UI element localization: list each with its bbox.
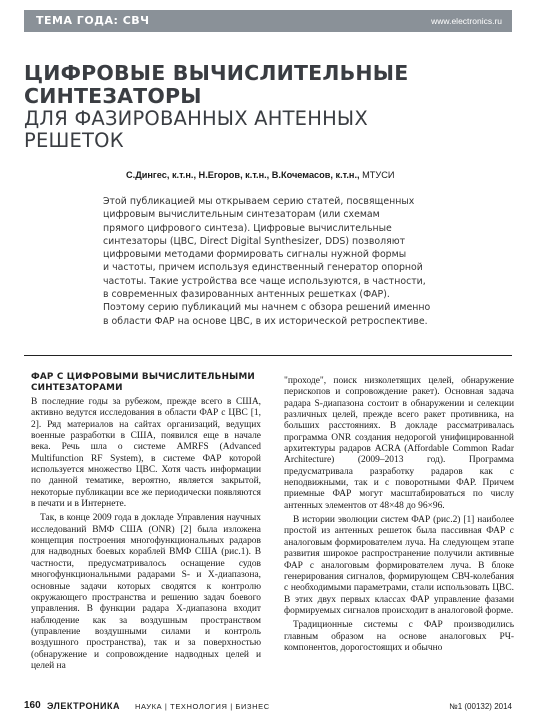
lead-line: прямого цифрового синтеза). Цифровые вычислительные bbox=[103, 222, 392, 234]
body-paragraph: Традиционные системы с ФАР производились главным образом на основе аналоговых РЧ-компонентов, дорогостоящих и обычно bbox=[284, 620, 514, 653]
page-footer bbox=[24, 700, 512, 714]
site-url[interactable]: www.electronics.ru bbox=[431, 16, 502, 26]
body-column-left bbox=[31, 372, 261, 675]
body-paragraph: В истории эволюции систем ФАР (рис.2) [1] наиболее простой из антенных решеток была пассивная ФАР с аналоговым формирователем луча. На следующем этапе развития широкое распространение получили активные ФАР с аналоговым формирователем луча. В блоке генерирования сигналов, формирующем СВЧ-колебания с необходимыми параметрами, стали использовать ЦВС. В этих двух первых классах ФАР управление фазами формируемых сигналов происходит в аналоговой форме. bbox=[284, 515, 514, 616]
lead-line: в области ФАР на основе ЦВС, в их исторической ретроспективе. bbox=[103, 315, 428, 327]
issue-number: №1 (00132) 2014 bbox=[449, 702, 512, 711]
lead-line: и частоты, причем используя единственный генератор опорной bbox=[103, 262, 423, 274]
rubric-label: ТЕМА ГОДА: СВЧ bbox=[36, 14, 150, 27]
lead-paragraph bbox=[103, 195, 491, 328]
author-line bbox=[126, 170, 395, 180]
body-column-right bbox=[284, 376, 514, 657]
title-line-2: СИНТЕЗАТОРЫ bbox=[24, 84, 202, 108]
lead-line: в современных фазированных антенных решетках (ФАР). bbox=[103, 289, 390, 301]
section-heading-line-2: СИНТЕЗАТОРАМИ bbox=[31, 383, 123, 393]
lead-line: цифровыми методами формировать сигналы нужной формы bbox=[103, 249, 407, 261]
lead-line: Этой публикацией мы открываем серию статей, посвященных bbox=[103, 196, 415, 207]
lead-line: Поэтому серию публикаций мы начнем с обзора решений именно bbox=[103, 302, 431, 314]
title-line-1: ЦИФРОВЫЕ ВЫЧИСЛИТЕЛЬНЫЕ bbox=[24, 61, 409, 85]
lead-line: синтезаторы (ЦВС, Direct Digital Synthesizer, DDS) позволяют bbox=[103, 235, 406, 247]
author-affiliation: МТУСИ bbox=[359, 170, 395, 180]
page-number: 160 bbox=[24, 700, 41, 711]
lead-line: частоты. Такие устройства все чаще используются, в частности, bbox=[103, 275, 426, 287]
title-line-3: ДЛЯ ФАЗИРОВАННЫХ АНТЕННЫХ bbox=[24, 107, 368, 130]
body-paragraph: "проходе", поиск низколетящих целей, обнаружение перископов и сопровождение ракет). Основная задача радара S-диапазона состоит в обнаружении и селекции различных целей, прежде всего ракет противника, на больших расстояниях. В докладе рассматривалась программа ONR создания недорогой унифицированной архитектуры радаров ACRA (Affordable Common Radar Architecture) (2009–2013 год). Программа предусматривала разработку радаров как с неподвижными, так и с поворотными ФАР. Причем приемные ФАР могут масштабироваться по числу антенных элементов от 48×48 до 96×96. bbox=[284, 376, 514, 511]
title-line-4: РЕШЕТОК bbox=[24, 129, 124, 152]
author-names: С.Дингес, к.т.н., Н.Егоров, к.т.н., В.Кочемасов, к.т.н., bbox=[126, 170, 360, 180]
lead-line: цифровым вычислительным синтезаторам (или схемам bbox=[103, 209, 380, 221]
section-divider bbox=[24, 355, 512, 356]
section-heading bbox=[31, 372, 261, 394]
rubric-bar bbox=[24, 10, 512, 32]
body-paragraph: В последние годы за рубежом, прежде всего в США, активно ведутся исследования в области ФАР с ЦВС [1, 2]. Ряд материалов на сайтах организаций, ведущих военные разработки в США, появился еще в начале века. Речь шла о системе AMRFS (Advanced Multifunction RF System), в системе ФАР которой используется множество ЦВС. Хотя часть информации по данной тематике, вероятно, является закрытой, некоторые публикации все же периодически появляются в печати и в Интернете. bbox=[31, 397, 261, 510]
journal-tagline: НАУКА | ТЕХНОЛОГИЯ | БИЗНЕС bbox=[135, 702, 270, 711]
article-title bbox=[24, 62, 514, 152]
section-heading-line-1: ФАР С ЦИФРОВЫМИ ВЫЧИСЛИТЕЛЬНЫМИ bbox=[31, 372, 255, 382]
journal-name: ЭЛЕКТРОНИКА bbox=[47, 701, 120, 711]
body-paragraph: Так, в конце 2009 года в докладе Управления научных исследований ВМФ США (ONR) [2] была изложена концепция построения многофункциональных радаров для надводных боевых кораблей ВМФ США (рис.1). В частности, предусматривалось оснащение судов многофункциональными радарами S- и X-диапазона, основные задачи которых сводятся к контролю окружающего пространства и решению задач боевого управления. В функции радара X-диапазона входит наблюдение как за воздушным пространством (управление воздушными силами и контроль воздушного пространства), так и за поверхностью (обнаружение и сопровождение надводных целей и целей на bbox=[31, 513, 261, 671]
